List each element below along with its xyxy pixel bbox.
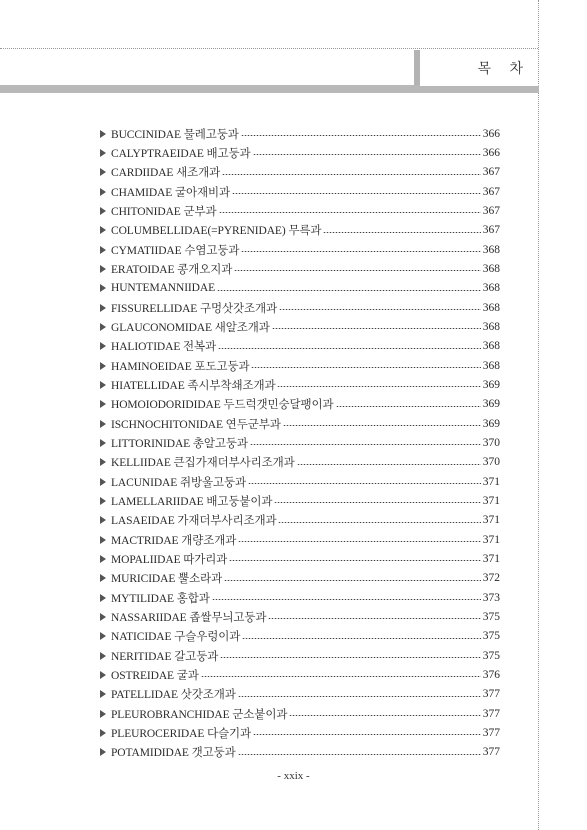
toc-entry-page: 377 — [482, 746, 500, 759]
toc-entry[interactable] — [100, 240, 500, 259]
toc-entry-title: CYMATIIDAE 수염고둥과 — [111, 244, 240, 257]
toc-entry[interactable] — [100, 182, 500, 201]
dot-leader — [253, 734, 481, 735]
dot-leader — [297, 464, 481, 465]
triangle-bullet-icon — [100, 362, 106, 370]
toc-entry[interactable] — [100, 201, 500, 220]
toc-entry-title: HUNTEMANNIIDAE — [111, 282, 215, 295]
dot-leader — [250, 444, 481, 445]
triangle-bullet-icon — [100, 729, 106, 737]
toc-entry[interactable] — [100, 395, 500, 414]
toc-entry-title: ISCHNOCHITONIDAE 연두군부과 — [111, 418, 281, 431]
toc-entry-page: 368 — [482, 243, 500, 256]
dot-leader — [248, 483, 481, 484]
triangle-bullet-icon — [100, 613, 106, 621]
toc-entry[interactable] — [100, 588, 500, 607]
toc-entry-title: MACTRIDAE 개량조개과 — [111, 534, 237, 547]
dot-leader — [242, 638, 480, 639]
triangle-bullet-icon — [100, 748, 106, 756]
toc-entry-page: 368 — [482, 301, 500, 314]
toc-entry-page: 377 — [482, 707, 500, 720]
toc-entry-page: 377 — [482, 688, 500, 701]
toc-entry-page: 368 — [482, 262, 500, 275]
toc-entry-title: PATELLIDAE 삿갓조개과 — [111, 689, 236, 702]
toc-entry-page: 377 — [482, 726, 500, 739]
toc-entry-page: 376 — [482, 668, 500, 681]
toc-entry[interactable] — [100, 259, 500, 278]
dot-leader — [251, 367, 480, 368]
toc-entry-page: 369 — [482, 378, 500, 391]
triangle-bullet-icon — [100, 555, 106, 563]
triangle-bullet-icon — [100, 188, 106, 196]
toc-entry[interactable] — [100, 414, 500, 433]
triangle-bullet-icon — [100, 246, 106, 254]
triangle-bullet-icon — [100, 439, 106, 447]
toc-entry[interactable] — [100, 433, 500, 452]
dot-leader — [232, 193, 481, 194]
table-of-contents — [100, 124, 500, 762]
triangle-bullet-icon — [100, 207, 106, 215]
toc-entry-title: MYTILIDAE 홍합과 — [111, 592, 210, 605]
triangle-bullet-icon — [100, 710, 106, 718]
toc-entry-title: KELLIIDAE 큰집가재더부사리조개과 — [111, 457, 295, 470]
toc-entry-title: NATICIDAE 구슬우렁이과 — [111, 631, 241, 644]
toc-entry-page: 371 — [482, 533, 500, 546]
dot-leader — [217, 290, 481, 291]
toc-entry-title: LAMELLARIIDAE 배고둥붙이과 — [111, 495, 273, 508]
header-band — [0, 85, 539, 93]
dot-leader — [229, 560, 480, 561]
dot-leader — [218, 348, 481, 349]
toc-entry-title: LASAEIDAE 가재더부사리조개과 — [111, 515, 277, 528]
toc-entry-page: 371 — [482, 514, 500, 527]
toc-entry-page: 371 — [482, 475, 500, 488]
toc-entry[interactable] — [100, 317, 500, 336]
triangle-bullet-icon — [100, 265, 106, 273]
toc-entry-page: 368 — [482, 282, 500, 295]
toc-entry-page: 372 — [482, 572, 500, 585]
right-dotted-rule — [538, 0, 539, 830]
toc-entry-title: CARDIIDAE 새조개과 — [111, 167, 221, 180]
triangle-bullet-icon — [100, 168, 106, 176]
toc-entry[interactable] — [100, 143, 500, 162]
dot-leader — [222, 174, 481, 175]
toc-entry-page: 367 — [482, 224, 500, 237]
dot-leader — [212, 599, 481, 600]
toc-entry-title: HAMINOEIDAE 포도고둥과 — [111, 360, 250, 373]
toc-entry-title: PLEUROCERIDAE 다슬기과 — [111, 727, 252, 740]
toc-entry-title: CHAMIDAE 굴아재비과 — [111, 186, 230, 199]
toc-entry[interactable] — [100, 704, 500, 723]
top-dotted-rule — [0, 48, 538, 49]
page-folio: - xxix - — [277, 770, 310, 782]
toc-entry-title: ERATOIDAE 콩개오지과 — [111, 263, 233, 276]
triangle-bullet-icon — [100, 304, 106, 312]
toc-entry[interactable] — [100, 685, 500, 704]
toc-entry[interactable] — [100, 356, 500, 375]
triangle-bullet-icon — [100, 284, 106, 292]
toc-entry-page: 370 — [482, 456, 500, 469]
toc-entry[interactable] — [100, 530, 500, 549]
toc-entry-title: HOMOIODORIDIDAE 두드럭갯민숭달팽이과 — [111, 399, 334, 412]
dot-leader — [201, 676, 481, 677]
dot-leader — [224, 580, 481, 581]
dot-leader — [279, 309, 481, 310]
dot-leader — [241, 251, 480, 252]
toc-entry[interactable] — [100, 569, 500, 588]
toc-entry-page: 368 — [482, 320, 500, 333]
toc-entry-title: OSTREIDAE 굴과 — [111, 669, 199, 682]
toc-entry-title: HIATELLIDAE 족시부착쇄조개과 — [111, 379, 276, 392]
triangle-bullet-icon — [100, 342, 106, 350]
triangle-bullet-icon — [100, 478, 106, 486]
toc-entry-page: 369 — [482, 417, 500, 430]
triangle-bullet-icon — [100, 149, 106, 157]
triangle-bullet-icon — [100, 381, 106, 389]
dot-leader — [220, 657, 481, 658]
toc-entry-page: 371 — [482, 494, 500, 507]
toc-entry-title: POTAMIDIDAE 갯고둥과 — [111, 747, 236, 760]
triangle-bullet-icon — [100, 690, 106, 698]
toc-entry-title: LACUNIDAE 쥐방울고둥과 — [111, 476, 247, 489]
toc-entry[interactable] — [100, 511, 500, 530]
toc-entry[interactable] — [100, 163, 500, 182]
toc-entry[interactable] — [100, 743, 500, 762]
toc-entry[interactable] — [100, 472, 500, 491]
dot-leader — [234, 270, 481, 271]
toc-entry[interactable] — [100, 453, 500, 472]
toc-entry-page: 368 — [482, 359, 500, 372]
triangle-bullet-icon — [100, 652, 106, 660]
toc-entry[interactable] — [100, 375, 500, 394]
dot-leader — [238, 696, 481, 697]
triangle-bullet-icon — [100, 458, 106, 466]
toc-entry-page: 366 — [482, 127, 500, 140]
dot-leader — [219, 212, 481, 213]
triangle-bullet-icon — [100, 323, 106, 331]
toc-entry[interactable] — [100, 627, 500, 646]
toc-entry-page: 375 — [482, 630, 500, 643]
toc-entry-page: 367 — [482, 204, 500, 217]
toc-entry-page: 375 — [482, 649, 500, 662]
dot-leader — [238, 754, 481, 755]
toc-entry-title: MURICIDAE 뿔소라과 — [111, 573, 223, 586]
toc-entry[interactable] — [100, 124, 500, 143]
triangle-bullet-icon — [100, 420, 106, 428]
toc-entry-title: COLUMBELLIDAE(=PYRENIDAE) 무륵과 — [111, 225, 322, 238]
dot-leader — [274, 502, 480, 503]
dot-leader — [253, 154, 481, 155]
toc-entry-title: HALIOTIDAE 전복과 — [111, 341, 217, 354]
toc-entry[interactable] — [100, 298, 500, 317]
toc-entry-page: 369 — [482, 398, 500, 411]
dot-leader — [241, 135, 481, 136]
dot-leader — [268, 618, 480, 619]
dot-leader — [336, 406, 481, 407]
toc-entry-page: 367 — [482, 185, 500, 198]
triangle-bullet-icon — [100, 574, 106, 582]
dot-leader — [323, 232, 480, 233]
toc-entry-page: 371 — [482, 552, 500, 565]
toc-entry-title: CHITONIDAE 군부과 — [111, 205, 217, 218]
triangle-bullet-icon — [100, 497, 106, 505]
dot-leader — [283, 425, 481, 426]
triangle-bullet-icon — [100, 536, 106, 544]
toc-entry[interactable] — [100, 646, 500, 665]
toc-entry-title: BUCCINIDAE 물레고둥과 — [111, 128, 239, 141]
toc-entry-title: CALYPTRAEIDAE 배고둥과 — [111, 147, 251, 160]
toc-entry-page: 366 — [482, 146, 500, 159]
triangle-bullet-icon — [100, 400, 106, 408]
toc-entry[interactable] — [100, 221, 500, 240]
dot-leader — [272, 328, 481, 329]
toc-entry-page: 375 — [482, 610, 500, 623]
triangle-bullet-icon — [100, 671, 106, 679]
toc-entry-title: LITTORINIDAE 총알고둥과 — [111, 437, 248, 450]
toc-entry-page: 373 — [482, 591, 500, 604]
toc-entry-page: 367 — [482, 166, 500, 179]
toc-entry[interactable] — [100, 723, 500, 742]
dot-leader — [289, 715, 480, 716]
toc-entry[interactable] — [100, 337, 500, 356]
toc-entry[interactable] — [100, 491, 500, 510]
triangle-bullet-icon — [100, 594, 106, 602]
triangle-bullet-icon — [100, 632, 106, 640]
toc-entry-page: 370 — [482, 436, 500, 449]
toc-entry[interactable] — [100, 665, 500, 684]
dot-leader — [277, 386, 480, 387]
toc-entry[interactable] — [100, 279, 500, 298]
toc-entry-title: NASSARIIDAE 좁쌀무늬고둥과 — [111, 611, 267, 624]
toc-entry-page: 368 — [482, 340, 500, 353]
toc-entry[interactable] — [100, 549, 500, 568]
dot-leader — [278, 522, 480, 523]
toc-entry-title: GLAUCONOMIDAE 새알조개과 — [111, 321, 270, 334]
page-title: 목 차 — [477, 61, 530, 77]
toc-entry-title: MOPALIIDAE 따가리과 — [111, 553, 228, 566]
triangle-bullet-icon — [100, 130, 106, 138]
triangle-bullet-icon — [100, 226, 106, 234]
toc-entry[interactable] — [100, 607, 500, 626]
dot-leader — [238, 541, 480, 542]
toc-entry-title: PLEUROBRANCHIDAE 군소붙이과 — [111, 708, 288, 721]
toc-entry-title: FISSURELLIDAE 구멍삿갓조개과 — [111, 302, 278, 315]
triangle-bullet-icon — [100, 516, 106, 524]
toc-entry-title: NERITIDAE 갈고둥과 — [111, 650, 219, 663]
